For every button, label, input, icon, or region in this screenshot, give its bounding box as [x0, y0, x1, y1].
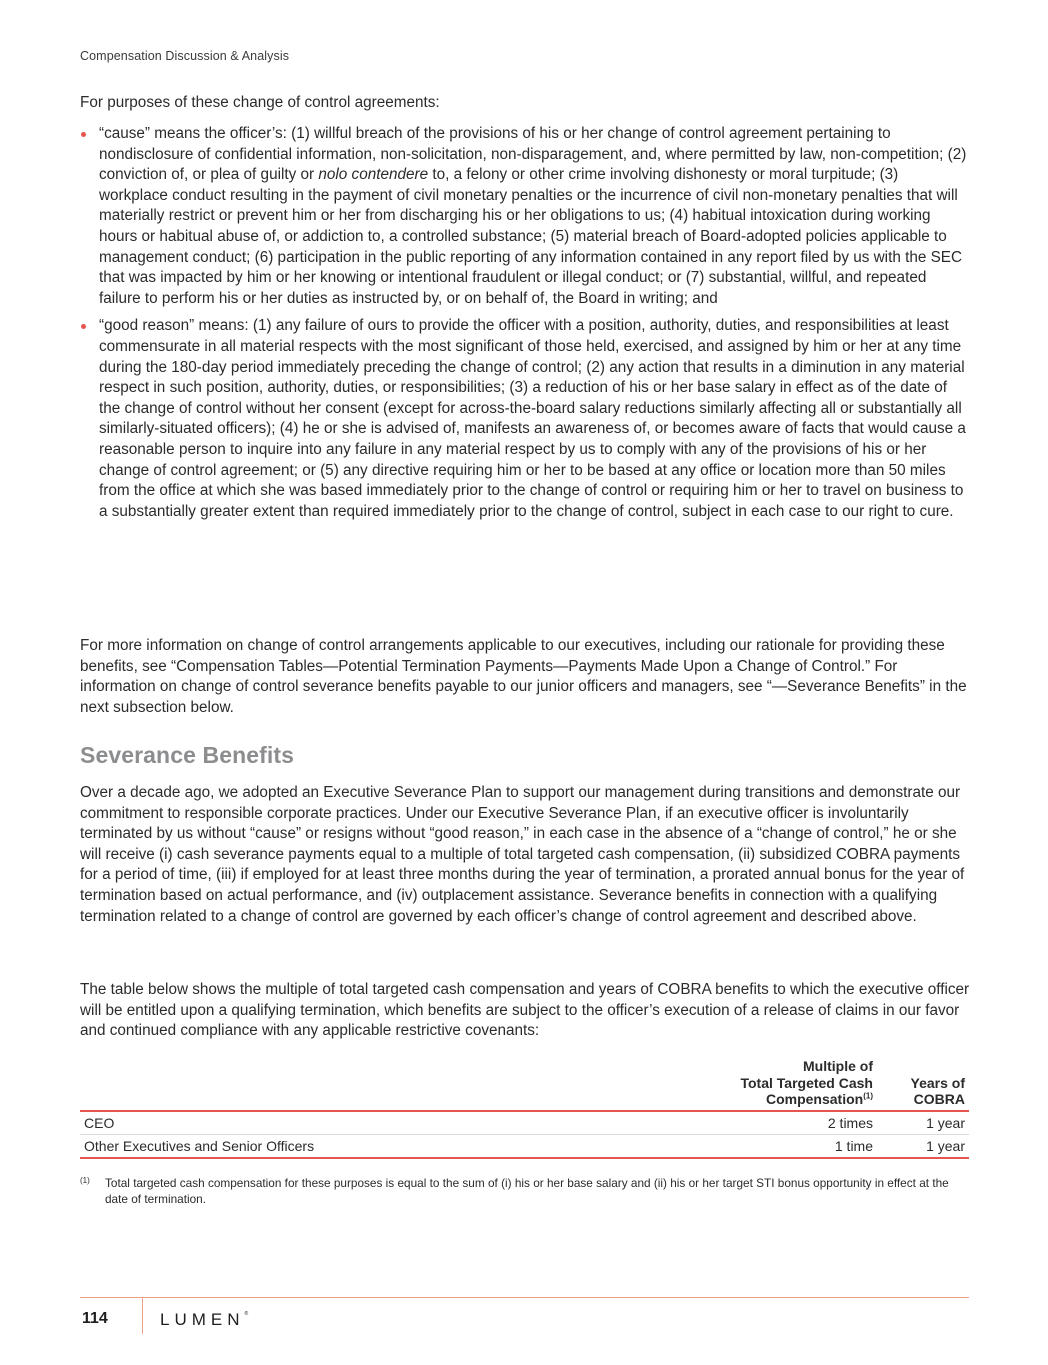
bullet-icon — [81, 324, 86, 329]
severance-table — [80, 1058, 969, 1159]
registered-mark-icon: ® — [244, 1311, 249, 1317]
definition-cause — [80, 124, 970, 309]
section-heading-severance: Severance Benefits — [80, 742, 295, 768]
logo-text: LUMEN — [160, 1310, 245, 1329]
more-info-paragraph: For more information on change of control arrangements applicable to our executives, including our rationale for providing these benefits, see “Compensation Tables—Potential Termination Payments—Payments Made Upon a Change of Control.” For information on change of control severance benefits payable to our junior officers and managers, see “—Severance Benefits” in the next subsection below. — [80, 637, 967, 716]
definitions-intro: For purposes of these change of control agreements: — [80, 94, 440, 111]
bullet-icon — [81, 132, 86, 137]
definition-cause-italic: nolo contendere — [318, 166, 429, 184]
table-row — [80, 1111, 969, 1135]
cell-cobra: 1 year — [877, 1134, 969, 1158]
definition-good-reason — [80, 316, 970, 522]
cell-multiple: 2 times — [709, 1111, 877, 1135]
header-multiple-line2: Total Targeted Cash — [740, 1074, 873, 1091]
definitions-list — [80, 124, 970, 529]
table-header-row — [80, 1058, 969, 1111]
header-multiple-line1: Multiple of — [803, 1058, 873, 1074]
table-intro-paragraph: The table below shows the multiple of total targeted cash compensation and years of COBRA benefits to which the executive officer will be entitled upon a qualifying termination, which benefits are subject to the officer’s execution of a release of claims in our favor and continued compliance with any applicable restrictive covenants: — [80, 981, 970, 1040]
lumen-logo — [160, 1310, 248, 1330]
footnote-text: Total targeted cash compensation for these purposes is equal to the sum of (i) his or her base salary and (ii) his or her target STI bonus opportunity in effect at the date of termination. — [105, 1176, 949, 1206]
cell-role: CEO — [80, 1111, 709, 1135]
definition-cause-text-2: to, a felony or other crime involving dishonesty or moral turpitude; (3) workplace conduct resulting in the payment of civil monetary penalties or the incurrence of civil non-monetary penalties that will materially restrict or prevent him or her from discharging his or her obligations to us; (4) habitual intoxication during working hours or habitual abuse of, or addiction to, a controlled substance; (5) material breach of Board-adopted policies applicable to management conduct; (6) participation in the public reporting of any information contained in any report filed by us with the SEC that was impacted by him or her knowing or intentional fraudulent or illegal conduct; or (7) substantial, willful, and repeated failure to perform his or her duties as instructed by, or on behalf of, the Board in writing; and — [99, 166, 963, 307]
header-multiple-line3: Compensation — [765, 1091, 864, 1107]
footer-rule — [80, 1297, 969, 1298]
cell-cobra: 1 year — [877, 1111, 969, 1135]
cell-role: Other Executives and Senior Officers — [80, 1134, 709, 1158]
severance-paragraph: Over a decade ago, we adopted an Executive Severance Plan to support our management during transitions and demonstrate our commitment to responsible corporate practices. Under our Executive Severance Plan, if an executive officer is involuntarily terminated by us without “cause” or resigns without “good reason,” in each case in the absence of a “change of control,” he or she will receive (i) cash severance payments equal to a multiple of total targeted cash compensation, (ii) subsidized COBRA payments for a period of time, (iii) if employed for at least three months during the year of termination, a prorated annual bonus for the year of termination based on actual performance, and (iv) outplacement assistance. Severance benefits in connection with a qualifying termination related to a change of control are governed by each officer’s change of control agreement and described above. — [80, 784, 965, 925]
header-role — [80, 1058, 709, 1111]
definition-good-reason-text: “good reason” means: (1) any failure of ours to provide the officer with a position, authority, duties, and responsibilities at least commensurate in all material respects with the most significant of those held, exercised, and assigned by him or her at any time during the 180-day period immediately preceding the change of control; (2) any action that results in a diminution in any material respect in such position, authority, duties, or responsibilities; (3) a reduction of his or her base salary in effect as of the date of the change of control without her consent (except for across-the-board salary reductions similarly affecting all or substantially all similarly-situated officers); (4) he or she is advised of, manifests an awareness of, or becomes aware of facts that would cause a reasonable person to inquire into any failure in any material respect by us to comply with any of the provisions of his or her change of control agreement; or (5) any directive requiring him or her to be based at any office or location more than 50 miles from the office at which she was based immediately prior to the change of control or requiring him or her to travel on business to a substantially greater extent than required immediately prior to the change of control, subject in each case to our right to cure. — [99, 317, 966, 520]
footnote-ref: (1) — [863, 1091, 873, 1101]
header-cobra-line1: Years of — [910, 1074, 965, 1091]
header-cobra — [877, 1058, 969, 1111]
header-multiple — [709, 1058, 877, 1111]
cell-multiple: 1 time — [709, 1134, 877, 1158]
definition-cause-text-1: “cause” means the officer’s: (1) willful breach of the provisions of his or her change of control agreement pertaining to nondisclosure of confidential information, non-solicitation, non-disparagement, and, where permitted by law, non-competition; (2) conviction of, or plea of guilty or — [99, 125, 967, 184]
running-header: Compensation Discussion & Analysis — [80, 49, 290, 63]
page-number: 114 — [82, 1310, 108, 1327]
table-footnote — [80, 1175, 960, 1207]
footnote-mark: (1) — [80, 1176, 90, 1185]
table-row — [80, 1134, 969, 1158]
header-cobra-line2: COBRA — [913, 1091, 965, 1107]
footer-divider — [142, 1298, 143, 1334]
